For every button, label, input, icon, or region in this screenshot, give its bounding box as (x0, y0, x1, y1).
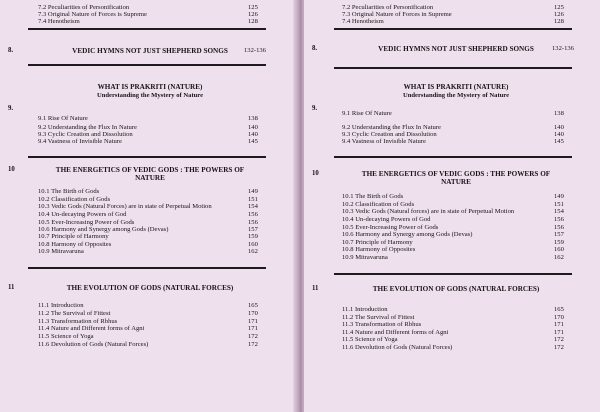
toc-entry-page: 157 (554, 231, 564, 238)
chapter-title: THE ENERGETICS OF VEDIC GODS : THE POWERS OF (55, 166, 245, 174)
section-divider (28, 64, 266, 66)
section-divider (334, 67, 572, 69)
toc-entry-title: 11.2 The Survival of Fittest (342, 314, 415, 321)
toc-entry-title: 9.3 Cyclic Creation and Dissolution (38, 131, 133, 138)
toc-entry-title: 7.4 Henotheism (38, 18, 80, 25)
toc-entry-page: 170 (248, 310, 258, 317)
chapter-title: THE EVOLUTION OF GODS (NATURAL FORCES) (372, 285, 540, 293)
toc-entry-title: 10.5 Ever-Increasing Power of Gods (38, 219, 135, 226)
section-divider (28, 28, 266, 30)
toc-entry-title: 9.3 Cyclic Creation and Dissolution (342, 131, 437, 138)
chapter-title-line2: NATURE (135, 174, 165, 182)
chapter-number: 9. (312, 105, 318, 112)
toc-entry-page: 128 (554, 18, 564, 25)
toc-entry-title: 10.6 Harmony and Synergy among Gods (Devas) (342, 231, 473, 238)
toc-entry-title: 10.9 Mitravaruna (342, 254, 388, 261)
toc-entry-title: 11.5 Science of Yoga (38, 333, 94, 340)
chapter-subtitle: Understanding the Mystery of Nature (96, 92, 204, 99)
toc-entry-title: 7.2 Peculiarities of Personification (342, 4, 434, 11)
toc-entry-page: 156 (248, 219, 258, 226)
chapter-pages: 132-136 (244, 47, 266, 54)
toc-entry-title: 10.8 Harmony of Opposites (38, 241, 112, 248)
chapter-title-line2: NATURE (441, 178, 471, 186)
toc-entry-page: 154 (248, 203, 258, 210)
toc-entry-page: 156 (554, 216, 564, 223)
chapter-title: VEDIC HYMNS NOT JUST SHEPHERD SONGS (378, 45, 534, 53)
toc-entry-page: 126 (554, 11, 564, 18)
chapter-title: VEDIC HYMNS NOT JUST SHEPHERD SONGS (72, 47, 228, 55)
toc-entry-page: 170 (554, 314, 564, 321)
toc-entry-page: 171 (554, 329, 564, 336)
toc-entry-page: 162 (248, 248, 258, 255)
chapter-number: 11 (312, 285, 319, 292)
toc-entry-title: 11.6 Devolution of Gods (Natural Forces) (342, 344, 453, 351)
chapter-pages: 132-136 (552, 45, 574, 52)
toc-entry-page: 145 (248, 138, 258, 145)
toc-entry-title: 9.1 Rise Of Nature (38, 115, 88, 122)
toc-entry-title: 10.2 Classification of Gods (38, 196, 111, 203)
toc-entry-page: 125 (554, 4, 564, 11)
toc-entry-title: 11.6 Devolution of Gods (Natural Forces) (38, 341, 149, 348)
chapter-number: 11 (8, 284, 15, 291)
toc-entry-page: 157 (248, 226, 258, 233)
chapter-title: THE ENERGETICS OF VEDIC GODS : THE POWERS OF (361, 170, 551, 178)
toc-entry-title: 11.2 The Survival of Fittest (38, 310, 111, 317)
toc-entry-title: 9.2 Understanding the Flux In Nature (38, 124, 137, 131)
toc-entry-title: 7.3 Original Nature of Forces in Supreme (342, 11, 452, 18)
toc-entry-title: 10.6 Harmony and Synergy among Gods (Devas) (38, 226, 169, 233)
toc-entry-page: 156 (554, 224, 564, 231)
toc-entry-title: 7.3 Original Nature of Forces is Supreme (38, 11, 147, 18)
toc-entry-title: 10.8 Harmony of Opposites (342, 246, 416, 253)
section-divider (334, 273, 572, 275)
toc-entry-page: 140 (248, 124, 258, 131)
toc-entry-page: 171 (248, 325, 258, 332)
toc-entry-page: 160 (554, 246, 564, 253)
toc-entry-title: 10.4 Un-decaying Powers of God (342, 216, 431, 223)
toc-entry-page: 160 (248, 241, 258, 248)
toc-entry-page: 128 (248, 18, 258, 25)
chapter-title: WHAT IS PRAKRITI (NATURE) (403, 83, 509, 91)
toc-entry-title: 11.4 Nature and Different forms of Agni (38, 325, 145, 332)
toc-entry-title: 9.4 Vastness of Invisible Nature (38, 138, 122, 145)
toc-entry-title: 9.4 Vastness of Invisible Nature (342, 138, 426, 145)
toc-entry-page: 149 (554, 193, 564, 200)
toc-entry-title: 9.2 Understanding the Flux In Nature (342, 124, 441, 131)
left-page (0, 0, 296, 412)
chapter-number: 10 (8, 166, 15, 173)
toc-entry-page: 172 (554, 344, 564, 351)
toc-entry-title: 10.7 Principle of Harmony (342, 239, 413, 246)
toc-entry-page: 145 (554, 138, 564, 145)
toc-entry-page: 151 (248, 196, 258, 203)
toc-entry-title: 11.5 Science of Yoga (342, 336, 398, 343)
toc-entry-title: 11.1 Introduction (38, 302, 84, 309)
toc-entry-page: 140 (554, 124, 564, 131)
toc-entry-page: 171 (554, 321, 564, 328)
toc-entry-page: 165 (554, 306, 564, 313)
toc-entry-page: 172 (554, 336, 564, 343)
toc-entry-page: 126 (248, 11, 258, 18)
chapter-title: THE EVOLUTION OF GODS (NATURAL FORCES) (66, 284, 234, 292)
toc-entry-title: 9.1 Rise Of Nature (342, 110, 392, 117)
toc-entry-page: 171 (248, 318, 258, 325)
chapter-number: 8. (8, 47, 14, 54)
toc-entry-page: 172 (248, 341, 258, 348)
chapter-number: 10 (312, 170, 319, 177)
toc-entry-title: 10.9 Mitravaruna (38, 248, 84, 255)
toc-entry-page: 149 (248, 188, 258, 195)
toc-entry-page: 151 (554, 201, 564, 208)
section-divider (334, 156, 572, 158)
chapter-subtitle: Understanding the Mystery of Nature (402, 92, 510, 99)
toc-entry-page: 156 (248, 211, 258, 218)
toc-entry-title: 10.5 Ever-Increasing Power of Gods (342, 224, 439, 231)
toc-entry-page: 165 (248, 302, 258, 309)
toc-entry-title: 10.3 Vedic Gods (Natural Forces) are in state of Perpetual Motion (38, 203, 212, 210)
toc-entry-title: 11.4 Nature and Different forms of Agni (342, 329, 449, 336)
section-divider (28, 156, 266, 158)
toc-entry-title: 10.1 The Birth of Gods (342, 193, 404, 200)
toc-entry-title: 10.3 Vedic Gods (Natural forces) are in state of Perpetual Motion (342, 208, 515, 215)
toc-entry-title: 7.2 Peculiarities of Personification (38, 4, 130, 11)
toc-entry-page: 140 (554, 131, 564, 138)
toc-entry-page: 140 (248, 131, 258, 138)
toc-entry-title: 7.4 Henotheism (342, 18, 384, 25)
chapter-title: WHAT IS PRAKRITI (NATURE) (97, 83, 203, 91)
section-divider (334, 28, 572, 30)
toc-entry-page: 159 (554, 239, 564, 246)
toc-entry-page: 154 (554, 208, 564, 215)
chapter-number: 9. (8, 105, 14, 112)
toc-entry-title: 11.1 Introduction (342, 306, 388, 313)
toc-entry-page: 138 (554, 110, 564, 117)
toc-left (0, 0, 296, 412)
chapter-number: 8. (312, 45, 318, 52)
toc-entry-title: 11.3 Transformation of Rbhus (342, 321, 422, 328)
toc-entry-page: 125 (248, 4, 258, 11)
toc-entry-page: 138 (248, 115, 258, 122)
right-page (304, 0, 600, 412)
toc-entry-page: 159 (248, 233, 258, 240)
toc-entry-title: 10.4 Un-decaying Powers of God (38, 211, 127, 218)
toc-entry-title: 10.1 The Birth of Gods (38, 188, 100, 195)
toc-entry-title: 10.2 Classification of Gods (342, 201, 415, 208)
toc-right (304, 0, 600, 412)
section-divider (28, 267, 266, 269)
toc-entry-page: 172 (248, 333, 258, 340)
toc-entry-title: 11.3 Transformation of Rbhus (38, 318, 118, 325)
toc-entry-page: 162 (554, 254, 564, 261)
toc-entry-title: 10.7 Principle of Harmony (38, 233, 109, 240)
